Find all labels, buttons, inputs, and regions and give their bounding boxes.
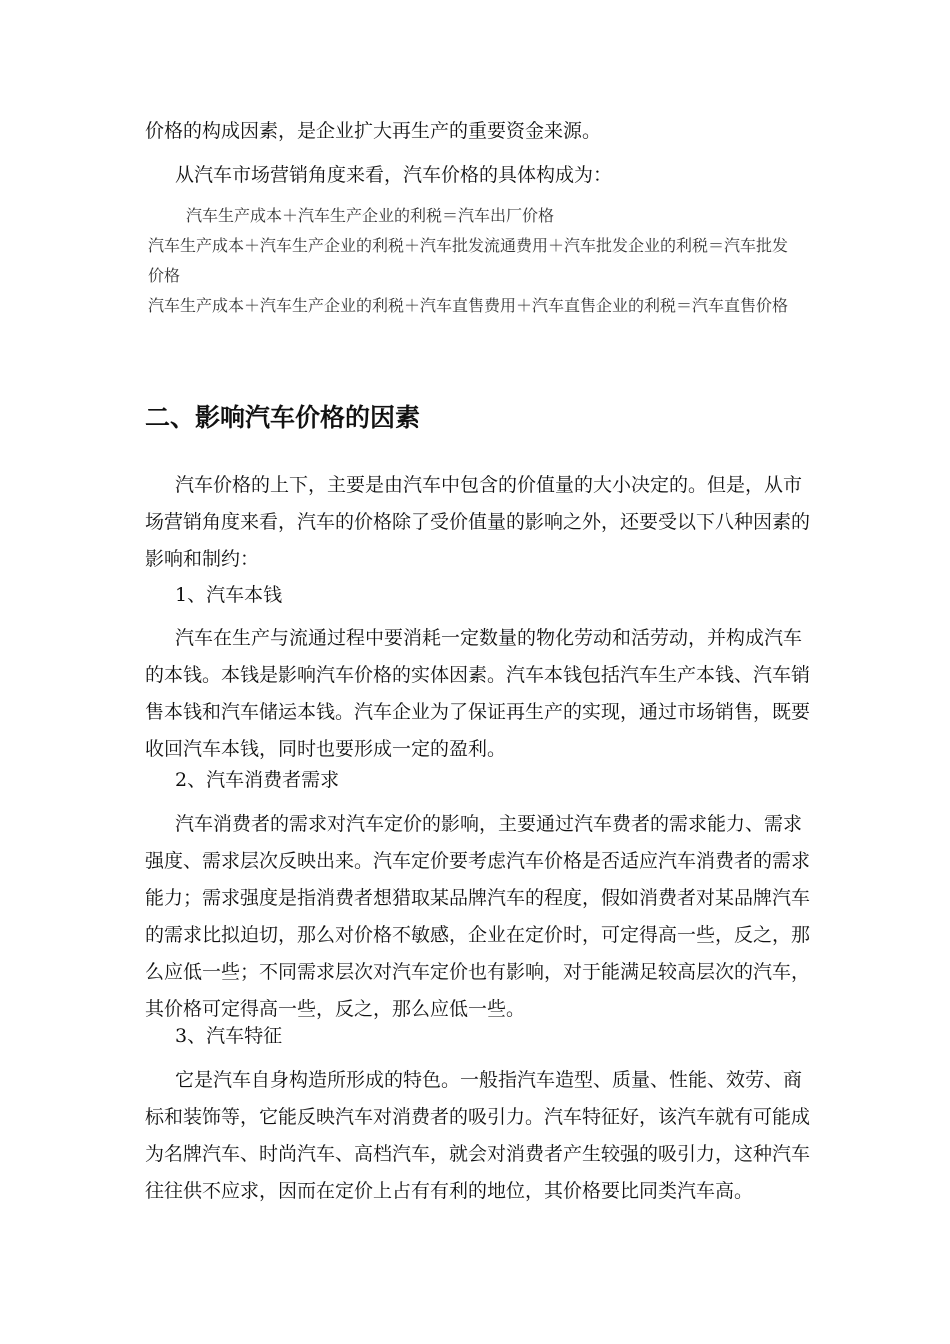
paragraph-cost: 汽车在生产与流通过程中要消耗一定数量的物化劳动和活劳动，并构成汽车的本钱。本钱是影响汽车价格的实体因素。汽车本钱包括汽车生产本钱、汽车销售本钱和汽车储运本钱。汽车企业为了保证再生产的实现，通过市场销售，既要收回汽车本钱，同时也要形成一定的盈利。	[145, 627, 811, 760]
item-title-demand: 2、汽车消费者需求	[175, 769, 340, 791]
paragraph-features: 它是汽车自身构造所形成的特色。一般指汽车造型、质量、性能、效劳、商标和装饰等，它能反映汽车对消费者的吸引力。汽车特征好，该汽车就有可能成为名牌汽车、时尚汽车、高档汽车，就会对消费者产生较强的吸引力，这种汽车往往供不应求，因而在定价上占有有利的地位，其价格要比同类汽车高。	[145, 1069, 811, 1202]
paragraph-demand: 汽车消费者的需求对汽车定价的影响，主要通过汽车费者的需求能力、需求强度、需求层次反映出来。汽车定价要考虑汽车价格是否适应汽车消费者的需求能力；需求强度是指消费者想猎取某品牌汽车的程度，假如消费者对某品牌汽车的需求比拟迫切，那么对价格不敏感，企业在定价时，可定得高一些，反之，那么应低一些；不同需求层次对汽车定价也有影响，对于能满足较高层次的汽车，其价格可定得高一些，反之，那么应低一些。	[145, 813, 811, 1020]
paragraph-composition: 从汽车市场营销角度来看，汽车价格的具体构成为：	[175, 164, 613, 186]
formula-factory-price: 汽车生产成本＋汽车生产企业的利税＝汽车出厂价格	[186, 206, 555, 225]
section-heading: 二、影响汽车价格的因素	[145, 403, 421, 432]
formula-direct-sale-price: 汽车生产成本＋汽车生产企业的利税＋汽车直售费用＋汽车直售企业的利税＝汽车直售价格	[148, 296, 789, 315]
paragraph-intro-end: 价格的构成因素，是企业扩大再生产的重要资金来源。	[145, 120, 602, 142]
item-title-cost: 1、汽车本钱	[175, 584, 283, 606]
paragraph-factors-intro: 汽车价格的上下，主要是由汽车中包含的价值量的大小决定的。但是，从市场营销角度来看，汽车的价格除了受价值量的影响之外，还要受以下八种因素的影响和制约：	[145, 474, 811, 570]
item-title-features: 3、汽车特征	[175, 1025, 283, 1047]
formula-wholesale-price: 汽车生产成本＋汽车生产企业的利税＋汽车批发流通费用＋汽车批发企业的利税＝汽车批发价格	[148, 236, 789, 285]
